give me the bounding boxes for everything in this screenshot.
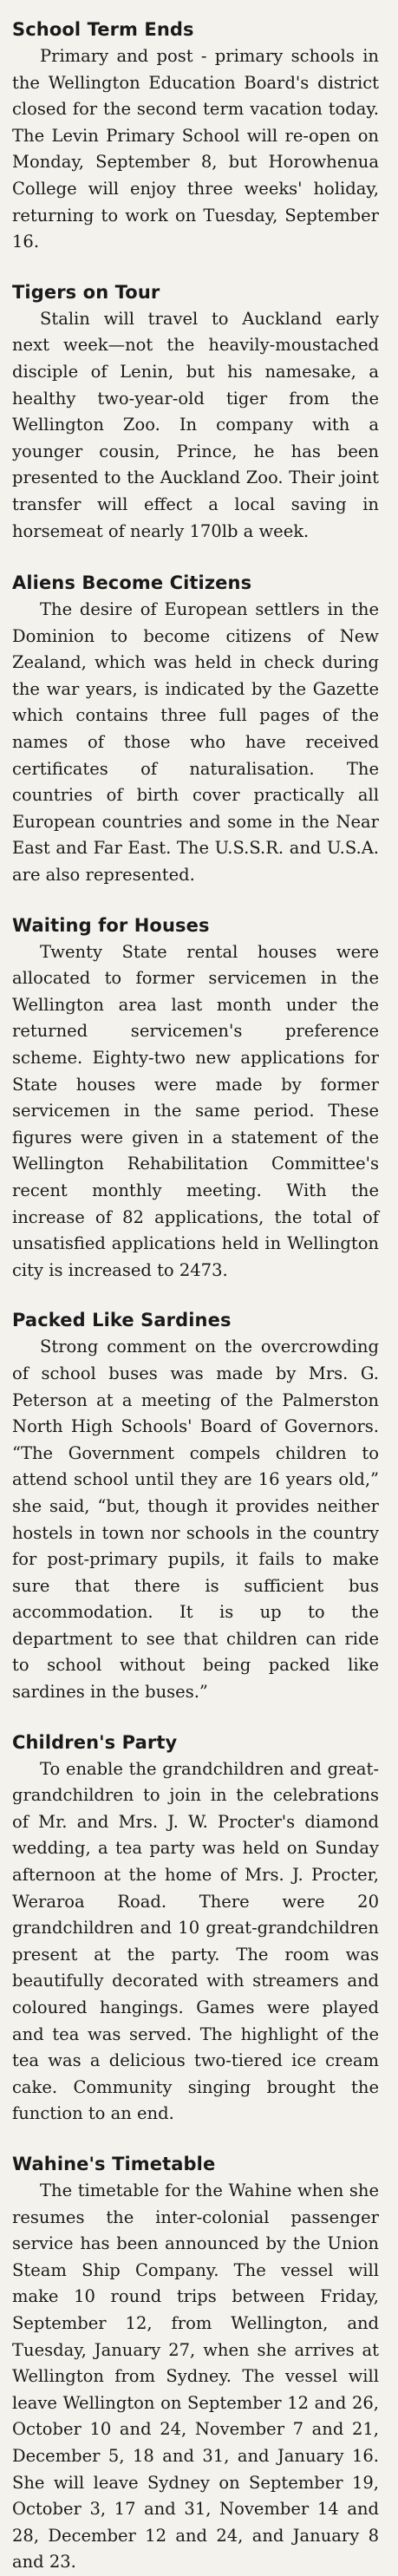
article-headline: Packed Like Sardines [12, 1310, 232, 1331]
article-body: Strong comment on the overcrowding of school buses was made by Mrs. G. Peterson at a meeting of the Palmerston North High Schools' Board of Governors. “The Government compels children to attend school until they are 16 years old,” she said, “but, though it provides neither hostels in town nor schools in the country for post-primary pupils, it fails to make sure that there is sufficient bus accommodation. It is up to the department to see that children can ride to school without being packed like sardines in the buses.” [12, 1337, 379, 1703]
article-divider [12, 256, 379, 280]
article-body: The timetable for the Wahine when she resumes the inter-colonial passenger service has been announced by the Union Steam Ship Company. The vessel will make 10 round trips between Friday, September 12, from Wellington, and Tuesday, January 27, when she arrives at Wellington from Sydney. The vessel will leave Wellington on September 12 and 26, October 10 and 24, November 7 and 21, December 5, 18 and 31, and January 16. She will leave Sydney on September 19, October 3, 17 and 31, November 14 and 28, December 12 and 24, and January 8 and 23. [12, 2180, 379, 2573]
article-childrens-party [12, 1730, 379, 2128]
article-headline: Aliens Become Citizens [12, 572, 252, 594]
article-headline: Wahine's Timetable [12, 2153, 216, 2174]
article-headline: Tigers on Tour [12, 281, 160, 303]
article-body: Twenty State rental houses were allocated to former servicemen in the Wellington area last month under the returned servicemen's preference scheme. Eighty-two new applications for State houses were made by former servicemen in the same period. These figures were given in a statement of the Wellington Rehabilitation Committee's recent monthly meeting. With the increase of 82 applications, the total of unsatisfied applications held in Wellington city is increased to 2473. [12, 941, 379, 1280]
article-waiting-for-houses [12, 913, 379, 1285]
article-packed-like-sardines [12, 1308, 379, 1705]
article-school-term-ends [12, 17, 379, 256]
article-divider [12, 545, 379, 571]
article-divider [12, 1284, 379, 1308]
article-body: The desire of European settlers in the Dominion to become citizens of New Zealand, which was held in check during the war years, is indicated by the Gazette which contains three full pages of the names of those who have received certificates of naturalisation. The countries of birth cover practically all European countries and some in the Near East and Far East. The U.S.S.R. and U.S.A. are also represented. [12, 599, 379, 886]
article-body: Stalin will travel to Auckland early next week—not the heavily-moustached disciple of Lenin, but his namesake, a healthy two-year-old tiger from the Wellington Zoo. In company with a younger cousin, Prince, he has been presented to the Auckland Zoo. Their joint transfer will effect a local saving in horsemeat of nearly 170lb a week. [12, 308, 379, 541]
article-tigers-on-tour [12, 280, 379, 545]
article-aliens-become-citizens [12, 571, 379, 889]
article-headline: Waiting for Houses [12, 914, 210, 936]
article-divider [12, 889, 379, 913]
article-body: To enable the grandchildren and great-grandchildren to join in the celebrations of Mr. and Mrs. J. W. Procter's diamond wedding, a tea party was held on Sunday afternoon at the home of Mrs. J. Procter, Weraroa Road. There were 20 grandchildren and 10 great-grandchildren present at the party. The room was beautifully decorated with streamers and coloured hangings. Games were played and tea was served. The highlight of the tea was a delicious two-tiered ice cream cake. Community singing brought the function to an end. [12, 1758, 379, 2124]
article-body: Primary and post - primary schools in the Wellington Education Board's district closed for the second term vacation today. The Levin Primary School will re-open on Monday, September 8, but Horowhenua College will enjoy three weeks' holiday, returning to work on Tuesday, September 16. [12, 46, 379, 252]
article-divider [12, 1706, 379, 1730]
article-headline: School Term Ends [12, 19, 194, 40]
article-wahines-timetable [12, 2152, 379, 2576]
article-headline: Children's Party [12, 1731, 178, 1753]
article-divider [12, 2128, 379, 2152]
